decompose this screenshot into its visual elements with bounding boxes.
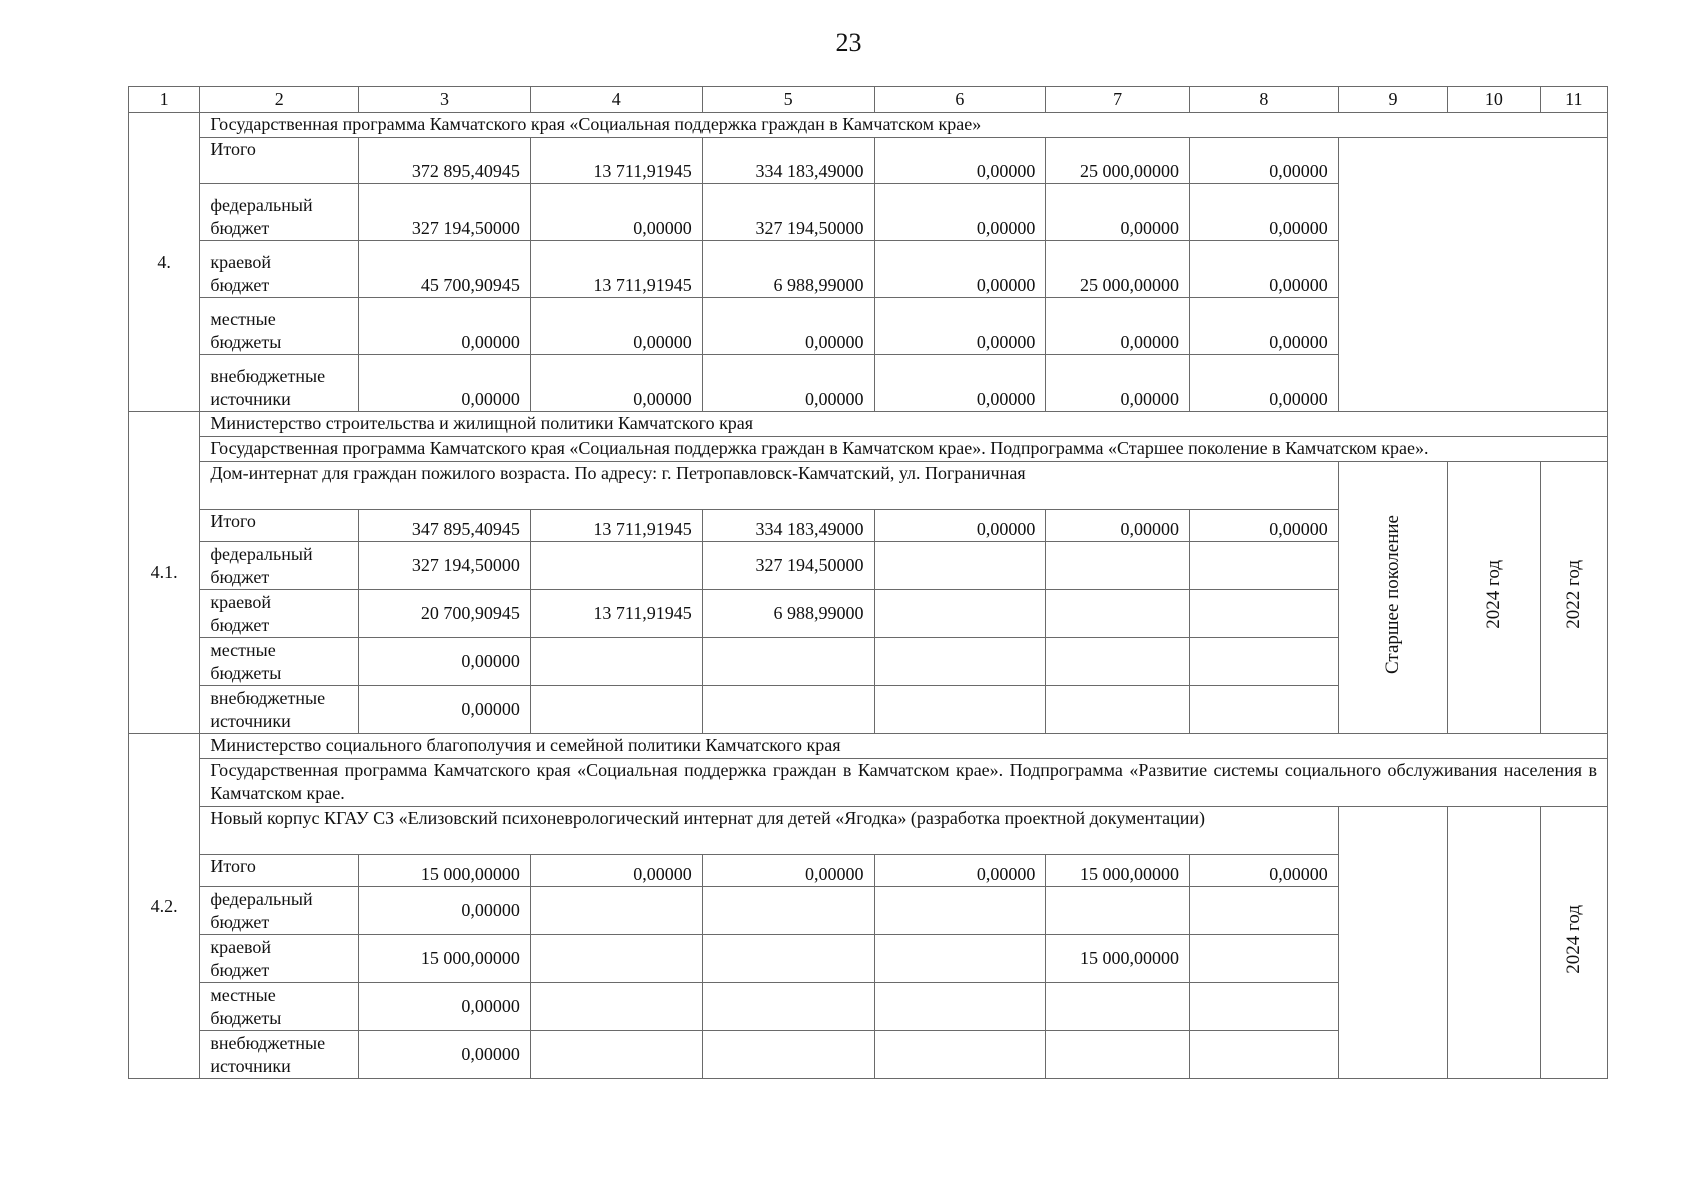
value-cell (1046, 686, 1190, 734)
value-cell: 0,00000 (359, 298, 531, 355)
value-cell: 0,00000 (530, 298, 702, 355)
value-cell: 0,00000 (874, 855, 1046, 887)
row-label-federal: федеральный бюджет (200, 887, 359, 935)
section-4-2-program-row (129, 759, 1608, 807)
section-4-1-number: 4.1. (129, 412, 200, 734)
row-label-local: местные бюджеты (200, 298, 359, 355)
section-4-1-program-row (129, 437, 1608, 462)
page-number: 23 (835, 28, 862, 57)
value-cell (1046, 983, 1190, 1031)
row-label-local: местные бюджеты (200, 638, 359, 686)
row-label-local: местные бюджеты (200, 983, 359, 1031)
section-4-1-col9-text: Старшее поколение (1382, 514, 1404, 674)
value-cell: 0,00000 (874, 138, 1046, 184)
value-cell: 15 000,00000 (359, 855, 531, 887)
value-cell: 0,00000 (1046, 510, 1190, 542)
value-cell (1046, 1031, 1190, 1079)
value-cell: 0,00000 (359, 983, 531, 1031)
value-cell (530, 935, 702, 983)
value-cell: 0,00000 (874, 241, 1046, 298)
value-cell: 15 000,00000 (359, 935, 531, 983)
header-cell: 10 (1448, 87, 1540, 113)
section-4-1-col9 (1338, 462, 1448, 734)
section-4-2-col10 (1448, 807, 1540, 1079)
budget-table (128, 86, 1608, 1079)
value-cell: 0,00000 (1190, 241, 1339, 298)
section-4-2-ministry-row (129, 734, 1608, 759)
value-cell (702, 1031, 874, 1079)
section-4-1-col10 (1448, 462, 1540, 734)
row-label-regional: краевой бюджет (200, 935, 359, 983)
value-cell (874, 1031, 1046, 1079)
value-cell: 0,00000 (530, 184, 702, 241)
section-4-program-title: Государственная программа Камчатского края «Социальная поддержка граждан в Камчатском крае» (200, 113, 1608, 138)
section-4-1-object-row (129, 462, 1608, 510)
value-cell: 0,00000 (359, 887, 531, 935)
value-cell: 0,00000 (874, 510, 1046, 542)
value-cell (530, 542, 702, 590)
value-cell: 13 711,91945 (530, 138, 702, 184)
section-4-1-ministry-row (129, 412, 1608, 437)
value-cell (1190, 686, 1339, 734)
value-cell: 0,00000 (874, 298, 1046, 355)
value-cell (874, 686, 1046, 734)
value-cell (1190, 983, 1339, 1031)
section-4-number: 4. (129, 113, 200, 412)
section-4-2-object-title: Новый корпус КГАУ СЗ «Елизовский психоневрологический интернат для детей «Ягодка» (разработка проектной документации) (200, 807, 1338, 855)
value-cell (530, 887, 702, 935)
section-4-1-program-title: Государственная программа Камчатского края «Социальная поддержка граждан в Камчатском крае». Подпрограмма «Старшее поколение в Камчатском крае». (200, 437, 1608, 462)
value-cell: 13 711,91945 (530, 510, 702, 542)
row-label-total: Итого (200, 855, 359, 887)
value-cell (1046, 638, 1190, 686)
value-cell: 0,00000 (1046, 298, 1190, 355)
row-label-extra: внебюджетные источники (200, 1031, 359, 1079)
value-cell (1046, 590, 1190, 638)
value-cell: 25 000,00000 (1046, 241, 1190, 298)
row-label-regional: краевой бюджет (200, 241, 359, 298)
section-4-2-col9 (1338, 807, 1448, 1079)
value-cell: 0,00000 (1046, 184, 1190, 241)
header-cell: 11 (1540, 87, 1607, 113)
value-cell: 0,00000 (359, 638, 531, 686)
value-cell: 334 183,49000 (702, 510, 874, 542)
value-cell: 0,00000 (530, 355, 702, 412)
value-cell: 0,00000 (359, 1031, 531, 1079)
value-cell: 327 194,50000 (359, 542, 531, 590)
header-cell: 1 (129, 87, 200, 113)
section-4-1-col11 (1540, 462, 1607, 734)
value-cell: 20 700,90945 (359, 590, 531, 638)
value-cell (530, 686, 702, 734)
value-cell: 15 000,00000 (1046, 855, 1190, 887)
value-cell: 347 895,40945 (359, 510, 531, 542)
value-cell (702, 686, 874, 734)
value-cell: 0,00000 (359, 355, 531, 412)
value-cell: 0,00000 (1190, 355, 1339, 412)
value-cell (1190, 887, 1339, 935)
header-cell: 7 (1046, 87, 1190, 113)
value-cell (702, 638, 874, 686)
value-cell: 45 700,90945 (359, 241, 531, 298)
section-4-2-number: 4.2. (129, 734, 200, 1079)
value-cell: 0,00000 (530, 855, 702, 887)
row-label-extra: внебюджетные источники (200, 686, 359, 734)
value-cell: 0,00000 (702, 355, 874, 412)
section-4-program-row (129, 113, 1608, 138)
header-cell: 8 (1190, 87, 1339, 113)
value-cell: 372 895,40945 (359, 138, 531, 184)
value-cell (1190, 935, 1339, 983)
section-4-empty-cell (1338, 138, 1607, 412)
value-cell: 0,00000 (1190, 855, 1339, 887)
value-cell (874, 983, 1046, 1031)
value-cell (1190, 1031, 1339, 1079)
row-label-total: Итого (200, 138, 359, 184)
section-4-2-ministry: Министерство социального благополучия и семейной политики Камчатского края (200, 734, 1608, 759)
value-cell: 13 711,91945 (530, 241, 702, 298)
row-label-total: Итого (200, 510, 359, 542)
header-cell: 3 (359, 87, 531, 113)
value-cell (530, 638, 702, 686)
value-cell: 334 183,49000 (702, 138, 874, 184)
value-cell (702, 935, 874, 983)
value-cell: 6 988,99000 (702, 590, 874, 638)
value-cell (530, 983, 702, 1031)
value-cell (874, 935, 1046, 983)
section-4-2-program-title: Государственная программа Камчатского края «Социальная поддержка граждан в Камчатском крае». Подпрограмма «Развитие системы социального обслуживания населения в Камчатском крае. (200, 759, 1608, 807)
value-cell: 0,00000 (1190, 184, 1339, 241)
section-4-2-col11-text: 2024 год (1563, 905, 1585, 974)
section-4-1-col10-text: 2024 год (1483, 560, 1505, 629)
value-cell: 0,00000 (702, 298, 874, 355)
value-cell: 0,00000 (359, 686, 531, 734)
header-cell: 5 (702, 87, 874, 113)
value-cell: 327 194,50000 (702, 542, 874, 590)
value-cell (874, 887, 1046, 935)
table-row (129, 138, 1608, 184)
value-cell (1190, 638, 1339, 686)
value-cell (530, 1031, 702, 1079)
value-cell: 327 194,50000 (359, 184, 531, 241)
value-cell: 13 711,91945 (530, 590, 702, 638)
header-cell: 4 (530, 87, 702, 113)
value-cell (1046, 542, 1190, 590)
value-cell: 0,00000 (874, 355, 1046, 412)
value-cell: 0,00000 (1190, 510, 1339, 542)
header-cell: 2 (200, 87, 359, 113)
row-label-federal: федеральный бюджет (200, 184, 359, 241)
value-cell (874, 590, 1046, 638)
value-cell: 6 988,99000 (702, 241, 874, 298)
value-cell: 0,00000 (1190, 298, 1339, 355)
header-row (129, 87, 1608, 113)
value-cell (1190, 590, 1339, 638)
row-label-regional: краевой бюджет (200, 590, 359, 638)
value-cell: 0,00000 (1190, 138, 1339, 184)
section-4-1-ministry: Министерство строительства и жилищной политики Камчатского края (200, 412, 1608, 437)
section-4-1-object-title: Дом-интернат для граждан пожилого возраста. По адресу: г. Петропавловск-Камчатский, ул. Пограничная (200, 462, 1338, 510)
value-cell (702, 983, 874, 1031)
section-4-1-col11-text: 2022 год (1563, 560, 1585, 629)
value-cell: 327 194,50000 (702, 184, 874, 241)
value-cell (874, 638, 1046, 686)
section-4-2-object-row (129, 807, 1608, 855)
value-cell (1046, 887, 1190, 935)
value-cell (702, 887, 874, 935)
header-cell: 9 (1338, 87, 1448, 113)
value-cell: 15 000,00000 (1046, 935, 1190, 983)
header-cell: 6 (874, 87, 1046, 113)
value-cell: 0,00000 (874, 184, 1046, 241)
row-label-extra: внебюджетные источники (200, 355, 359, 412)
row-label-federal: федеральный бюджет (200, 542, 359, 590)
value-cell: 0,00000 (702, 855, 874, 887)
section-4-2-col11 (1540, 807, 1607, 1079)
value-cell: 25 000,00000 (1046, 138, 1190, 184)
value-cell (874, 542, 1046, 590)
value-cell (1190, 542, 1339, 590)
value-cell: 0,00000 (1046, 355, 1190, 412)
